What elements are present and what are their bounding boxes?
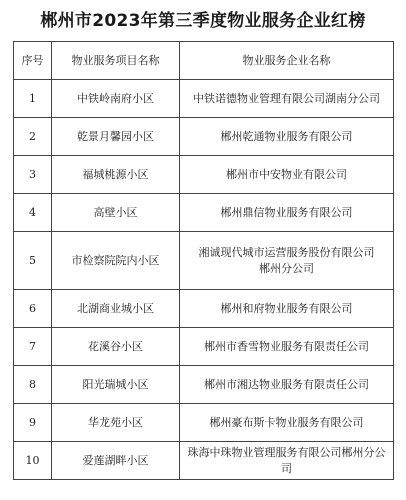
company-cell <box>180 80 394 118</box>
project-cell: 乾景月馨园小区 <box>52 118 180 156</box>
company-name: 郴州豪布斯卡物业服务有限公司 <box>209 415 364 429</box>
company-name: 郴州鼎信物业服务有限公司 <box>220 205 353 219</box>
table-row <box>14 118 394 156</box>
project-cell: 中铁岭南府小区 <box>52 80 180 118</box>
project-cell: 福城桃源小区 <box>52 156 180 194</box>
serial-cell: 4 <box>14 194 52 232</box>
project-cell: 华龙苑小区 <box>52 404 180 442</box>
company-name: 郴州市中安物业有限公司 <box>226 167 347 181</box>
serial-cell: 8 <box>14 366 52 404</box>
company-name: 郴州和府物业服务有限公司 <box>220 301 353 315</box>
company-cell <box>180 194 394 232</box>
project-cell: 高壁小区 <box>52 194 180 232</box>
table-row <box>14 156 394 194</box>
company-cell <box>180 156 394 194</box>
table-row <box>14 366 394 404</box>
serial-cell: 2 <box>14 118 52 156</box>
serial-cell: 10 <box>14 442 52 480</box>
project-cell: 花溪谷小区 <box>52 328 180 366</box>
project-cell: 爱莲湖畔小区 <box>52 442 180 480</box>
company-name-line-1: 湘诚现代城市运营服务股份有限公司 <box>198 245 375 259</box>
table-row <box>14 442 394 480</box>
company-cell <box>180 328 394 366</box>
company-name-line-2: 郴州分公司 <box>259 261 314 275</box>
table-row <box>14 290 394 328</box>
table-row <box>14 328 394 366</box>
serial-cell: 5 <box>14 232 52 290</box>
company-name: 郴州乾通物业服务有限公司 <box>220 129 353 143</box>
table-row <box>14 232 394 290</box>
page-title: 郴州市2023年第三季度物业服务企业红榜 <box>40 11 366 31</box>
company-name: 中铁诺德物业管理有限公司湖南分公司 <box>193 91 380 105</box>
table-row <box>14 194 394 232</box>
project-cell: 北湖商业城小区 <box>52 290 180 328</box>
company-cell <box>180 118 394 156</box>
company-name: 郴州市香雪物业服务有限责任公司 <box>204 339 369 353</box>
table-row <box>14 404 394 442</box>
header-project: 物业服务项目名称 <box>52 42 180 80</box>
table-row <box>14 80 394 118</box>
project-cell: 市检察院院内小区 <box>52 232 180 290</box>
company-cell <box>180 366 394 404</box>
red-list-table <box>13 41 394 480</box>
company-cell <box>180 290 394 328</box>
company-cell <box>180 404 394 442</box>
serial-cell: 3 <box>14 156 52 194</box>
serial-cell: 6 <box>14 290 52 328</box>
header-serial: 序号 <box>14 42 52 80</box>
company-name: 郴州市湘达物业服务有限责任公司 <box>204 377 369 391</box>
project-cell: 阳光瑞城小区 <box>52 366 180 404</box>
table-header-row <box>14 42 394 80</box>
header-company: 物业服务企业名称 <box>180 42 394 80</box>
serial-cell: 1 <box>14 80 52 118</box>
serial-cell: 7 <box>14 328 52 366</box>
company-cell <box>180 442 394 480</box>
serial-cell: 9 <box>14 404 52 442</box>
company-name: 珠海中珠物业管理服务有限公司郴州分公司 <box>187 445 386 475</box>
company-cell <box>180 232 394 290</box>
